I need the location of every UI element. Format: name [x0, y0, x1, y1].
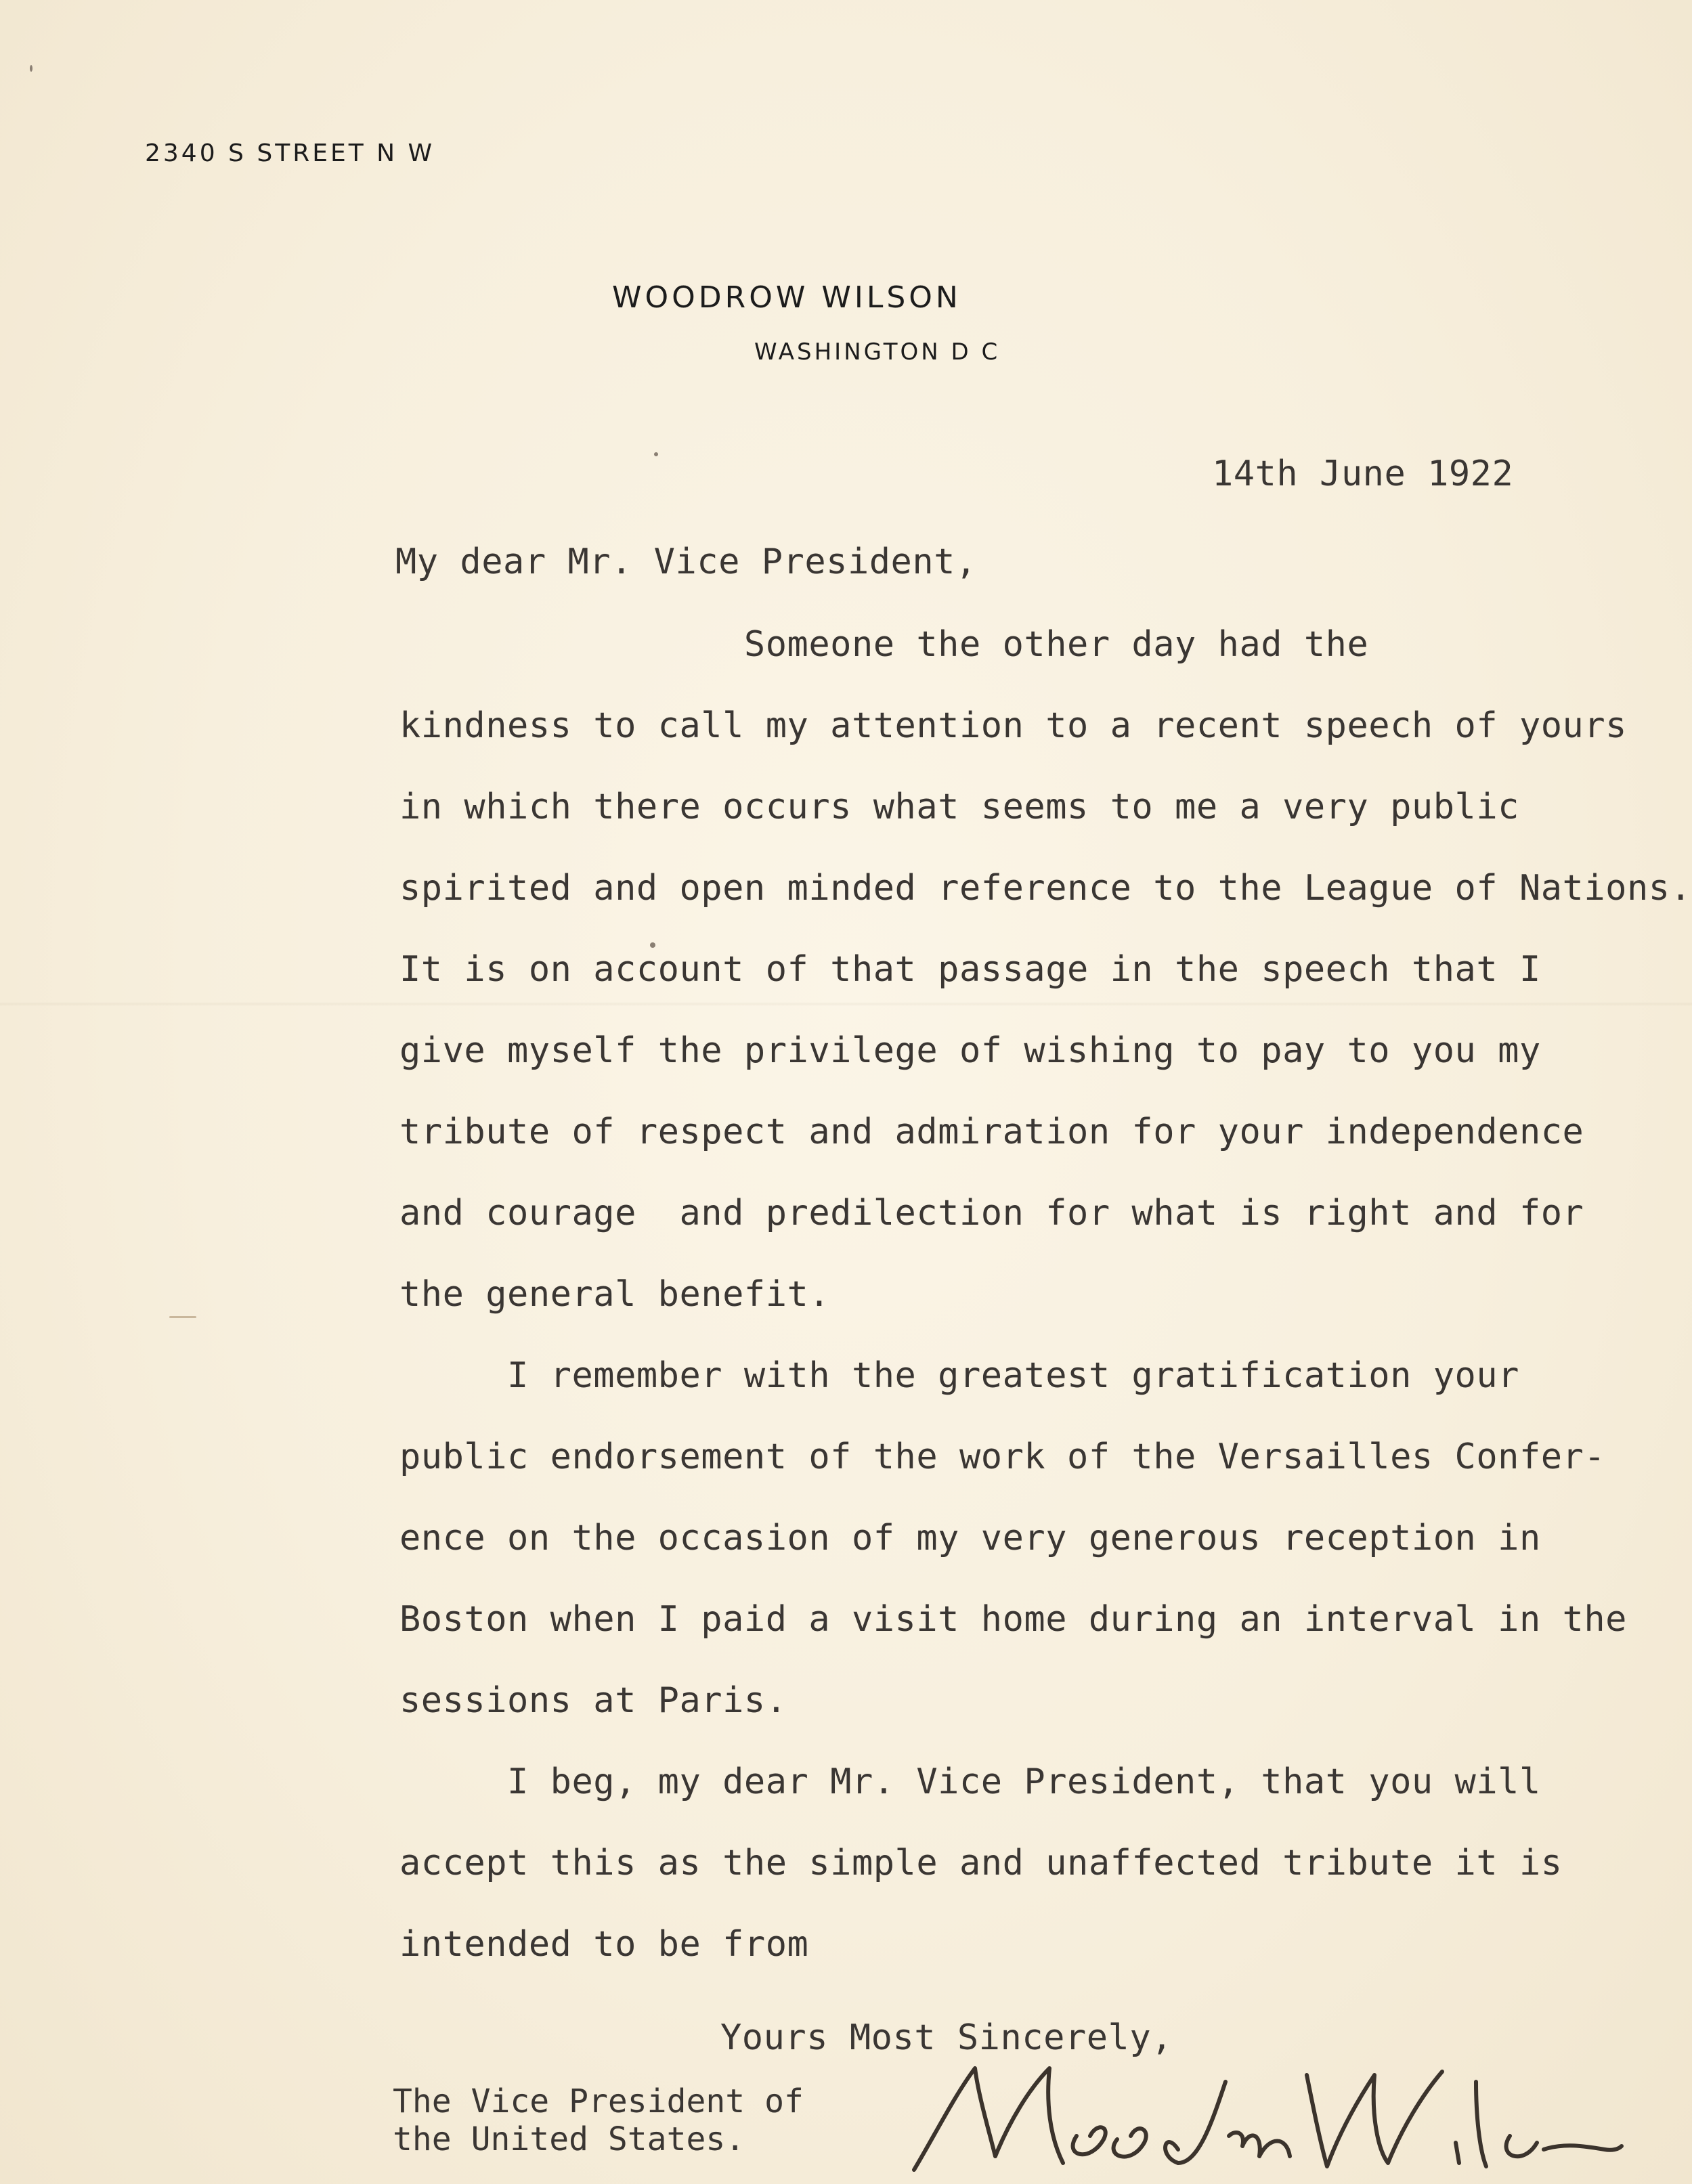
- recipient-line: the United States.: [393, 2120, 745, 2158]
- paper-speck: [654, 452, 658, 456]
- paper-fold: [0, 1002, 1692, 1006]
- body-line: in which there occurs what seems to me a very public: [399, 787, 1519, 827]
- letterhead-name: WOODROW WILSON: [612, 280, 961, 315]
- letterhead-address: 2340 S STREET N W: [145, 139, 435, 167]
- paper-speck: [169, 1316, 196, 1318]
- recipient-line: The Vice President of: [393, 2082, 804, 2120]
- body-line: spirited and open minded reference to the League of Nations.: [399, 868, 1692, 909]
- body-line: Someone the other day had the: [399, 624, 1369, 665]
- salutation: My dear Mr. Vice President,: [395, 542, 977, 582]
- body-line: give myself the privilege of wishing to pay to you my: [399, 1030, 1541, 1071]
- body-line: I remember with the greatest gratification your: [399, 1355, 1519, 1396]
- body-line: tribute of respect and admiration for your independence: [399, 1112, 1584, 1152]
- body-line: Boston when I paid a visit home during an interval in the: [399, 1599, 1627, 1640]
- paper-speck: [650, 942, 655, 948]
- paper-speck: [30, 65, 32, 72]
- body-line: the general benefit.: [399, 1274, 831, 1315]
- letter-date: 14th June 1922: [1212, 454, 1514, 494]
- body-line: I beg, my dear Mr. Vice President, that you will: [399, 1762, 1541, 1802]
- body-line: intended to be from: [399, 1924, 809, 1965]
- body-line: It is on account of that passage in the speech that I: [399, 949, 1541, 990]
- closing: Yours Most Sincerely,: [720, 2017, 1173, 2058]
- body-line: sessions at Paris.: [399, 1680, 787, 1721]
- letterhead-city: WASHINGTON D C: [754, 338, 1001, 366]
- body-line: ence on the occasion of my very generous reception in: [399, 1518, 1541, 1558]
- signature: [894, 2055, 1625, 2177]
- body-line: and courage and predilection for what is right and for: [399, 1193, 1584, 1233]
- body-line: kindness to call my attention to a recent speech of yours: [399, 705, 1627, 746]
- body-line: accept this as the simple and unaffected tribute it is: [399, 1843, 1563, 1883]
- body-line: public endorsement of the work of the Versailles Confer-: [399, 1437, 1606, 1477]
